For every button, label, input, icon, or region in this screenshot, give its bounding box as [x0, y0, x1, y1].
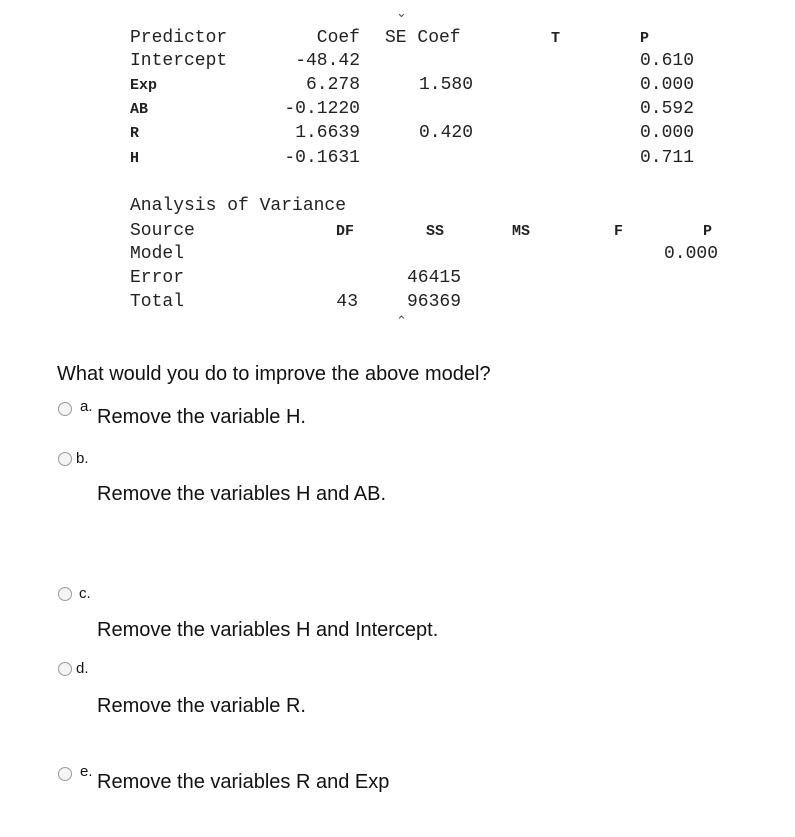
col-header-p: P	[640, 30, 650, 47]
col-header-ss: SS	[426, 223, 445, 240]
option-label[interactable]: Remove the variables R and Exp	[97, 771, 390, 793]
ss-value: 46415	[406, 268, 461, 288]
col-header-coef: Coef	[316, 28, 360, 48]
anova-title: Analysis of Variance	[130, 196, 347, 216]
option-label[interactable]: Remove the variables H and Intercept.	[97, 619, 439, 641]
option-letter: e.	[80, 763, 93, 780]
se-coef-value: 0.420	[418, 123, 473, 143]
option-letter: a.	[80, 398, 93, 415]
p-value: 0.592	[640, 99, 695, 119]
col-header-ms: MS	[512, 223, 531, 240]
col-header-p: P	[703, 223, 713, 240]
option-label[interactable]: Remove the variable R.	[97, 695, 306, 717]
se-coef-value: 1.580	[418, 75, 473, 95]
predictor-name: H	[130, 150, 140, 167]
scroll-marker-icon: ⌄	[396, 6, 407, 21]
scroll-marker-icon: ⌃	[396, 314, 407, 329]
col-header-f: F	[614, 223, 624, 240]
source-name: Error	[130, 268, 185, 288]
p-value: 0.000	[640, 75, 695, 95]
coef-value: -0.1220	[284, 99, 360, 119]
col-header-source: Source	[130, 221, 195, 241]
ss-value: 96369	[406, 292, 461, 312]
p-value: 0.711	[640, 148, 695, 168]
radio-button-e[interactable]	[58, 767, 72, 781]
col-header-t: T	[551, 30, 561, 47]
option-letter: c.	[79, 585, 91, 602]
coef-value: -0.1631	[284, 148, 360, 168]
radio-button-d[interactable]	[58, 662, 72, 676]
predictor-name: Intercept	[130, 51, 228, 71]
option-label[interactable]: Remove the variables H and AB.	[97, 483, 387, 505]
option-letter: d.	[76, 660, 89, 677]
radio-button-b[interactable]	[58, 452, 72, 466]
p-value: 0.000	[664, 244, 719, 264]
source-name: Total	[130, 292, 185, 312]
df-value: 43	[336, 292, 358, 312]
predictor-name: AB	[130, 101, 149, 118]
radio-button-a[interactable]	[58, 402, 72, 416]
option-letter: b.	[76, 450, 89, 467]
option-label[interactable]: Remove the variable H.	[97, 406, 306, 428]
coef-value: -48.42	[295, 51, 360, 71]
coef-value: 1.6639	[295, 123, 360, 143]
col-header-df: DF	[336, 223, 355, 240]
coef-value: 6.278	[305, 75, 360, 95]
p-value: 0.000	[640, 123, 695, 143]
p-value: 0.610	[640, 51, 695, 71]
col-header-se-coef: SE Coef	[385, 28, 461, 48]
predictor-name: Exp	[130, 77, 158, 94]
source-name: Model	[130, 244, 185, 264]
question-text: What would you do to improve the above model?	[57, 363, 491, 385]
col-header-predictor: Predictor	[130, 28, 228, 48]
radio-button-c[interactable]	[58, 587, 72, 601]
predictor-name: R	[130, 125, 140, 142]
